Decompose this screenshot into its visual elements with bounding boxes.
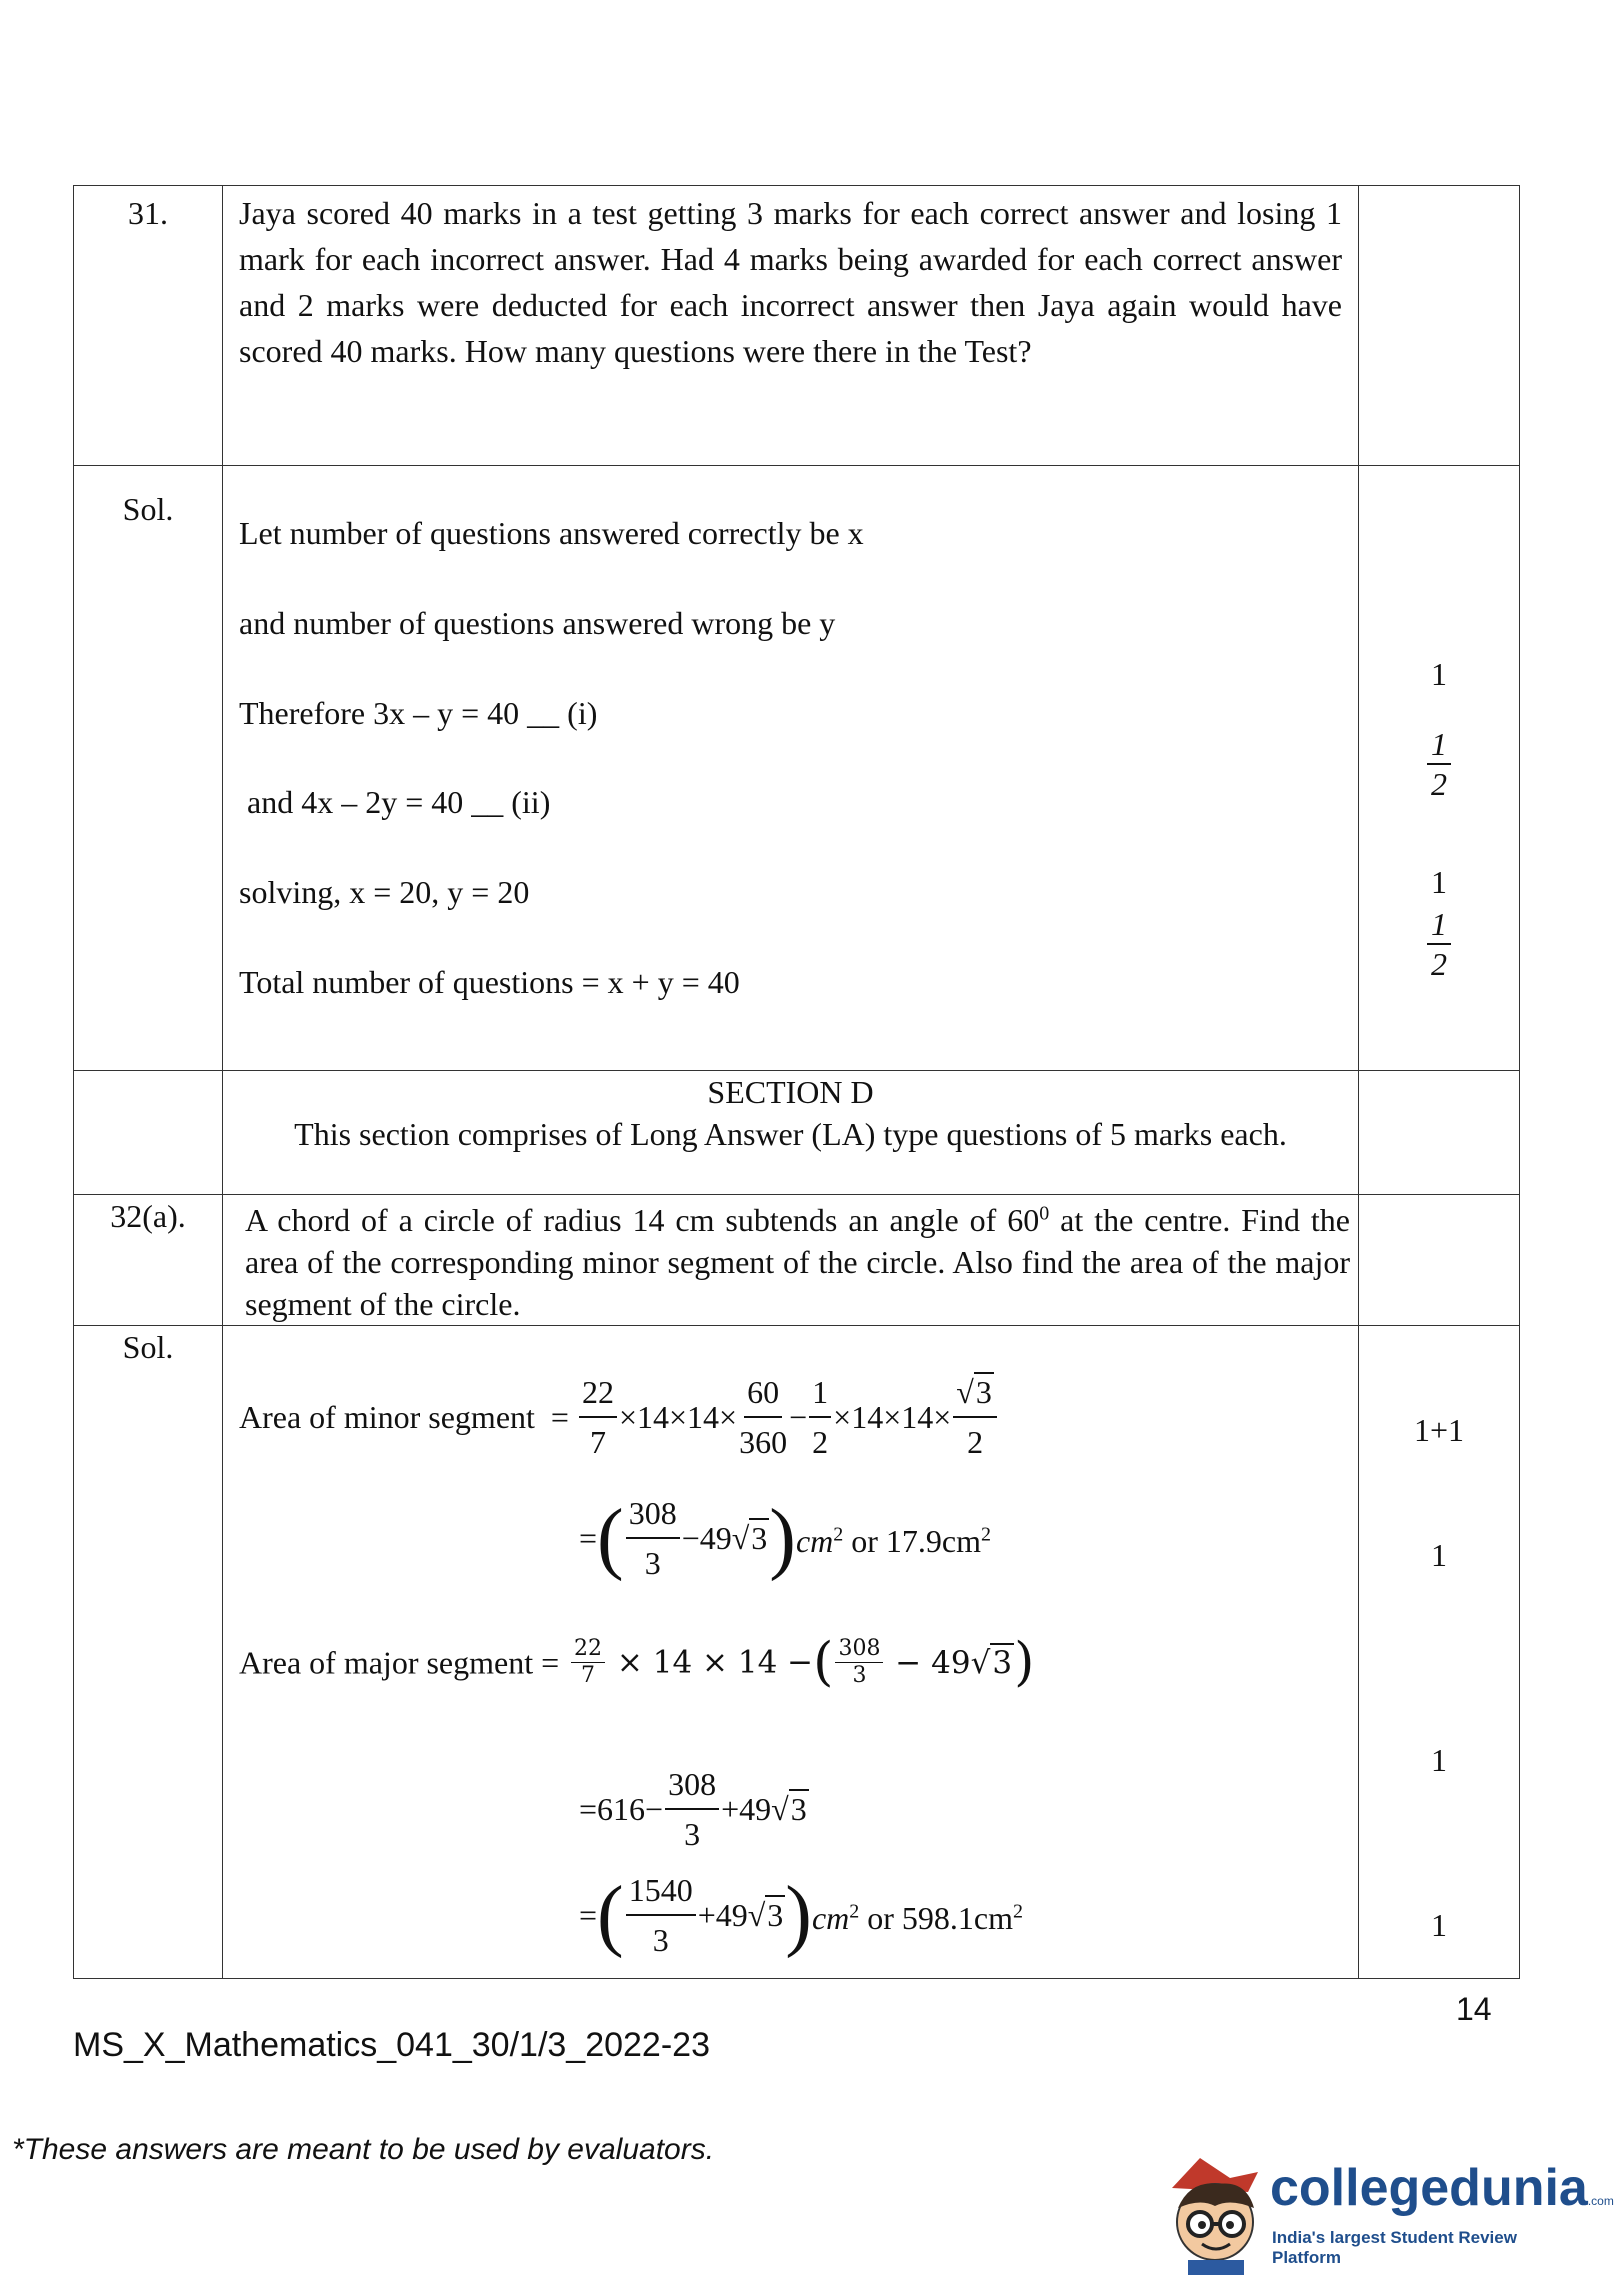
question-31-row (74, 186, 1520, 466)
mark-half-2: $\frac{1}{2}$ (1360, 901, 1518, 983)
mascot-icon (1160, 2150, 1270, 2275)
page-number: 14 (1456, 1991, 1492, 2027)
sol-line-2: and number of questions answered wrong be y (239, 605, 836, 641)
minor-segment-result: =( $\frac{308}{3}$ $-49√3)cm^2$ or $17.9cm^2$ (579, 1489, 991, 1587)
disclaimer: *These answers are meant to be used by evaluators. (12, 2133, 715, 2166)
mark-1: 1 (1431, 656, 1447, 692)
sol-line-1: Let number of questions answered correctly be x (239, 515, 864, 551)
question-31-text: Jaya scored 40 marks in a test getting 3 marks for each correct answer and losing 1 mark for each incorrect answer. Had 4 marks being awarded for each correct answer and 2 marks were deducted for each incorrect answer then Jaya again would have scored 40 marks. How many questions were there in the Test? (239, 195, 1342, 369)
mark-1: 1 (1431, 1742, 1447, 1778)
sol-line-6: Total number of questions = x + y = 40 (239, 964, 740, 1000)
major-segment-equation: Area of major segment = $\frac{22}{7}$ × 14 × 14 −( $\frac{308}{3}$ − 49√3) (239, 1632, 1035, 1693)
mark-1: 1 (1431, 1907, 1447, 1943)
brand-name: collegedunia.com (1270, 2159, 1614, 2217)
collegedunia-logo (1160, 2150, 1614, 2275)
document-code: MS_X_Mathematics_041_30/1/3_2022-23 (73, 2026, 710, 2064)
question-number: 32(a). (74, 1195, 223, 1326)
section-d-row (74, 1071, 1520, 1195)
brand-tagline: India's largest Student Review Platform (1272, 2228, 1517, 2267)
question-32-row (74, 1195, 1520, 1326)
minor-segment-equation: Area of minor segment = $\frac{22}{7}$ ×14×14× $\frac{60}{360}$ − $\frac{1}{2}$ ×14×14× $\frac{√3}{2}$ (239, 1368, 999, 1466)
section-title: SECTION D (707, 1074, 874, 1110)
sol-line-4: and 4x – 2y = 40 __ (ii) (239, 784, 551, 820)
mark-1: 1 (1431, 1537, 1447, 1573)
major-segment-result: =( $\frac{1540}{3}$ $+49√3)cm^2$ or $598.1cm^2$ (579, 1866, 1023, 1964)
solution-31-row (74, 466, 1520, 1071)
major-segment-step: =616− $\frac{308}{3}$ +49√3 (579, 1760, 809, 1858)
mark-half-1: $\frac{1}{2}$ (1360, 721, 1518, 803)
sol-line-5: solving, x = 20, y = 20 (239, 874, 530, 910)
solution-32-row (74, 1326, 1520, 1979)
section-description: This section comprises of Long Answer (LA) type questions of 5 marks each. (294, 1116, 1287, 1152)
sol-line-3: Therefore 3x – y = 40 __ (i) (239, 695, 598, 731)
mark-2: 1 (1431, 864, 1447, 900)
mark-1-plus-1: 1+1 (1413, 1412, 1465, 1448)
sol-label: Sol. (74, 466, 223, 1071)
question-number: 31. (74, 186, 223, 466)
question-32-text: A chord of a circle of radius 14 cm subtends an angle of $60^0$ at the centre. Find the area of the corresponding minor segment of the circle. Also find the area of the major segment of the circle. (245, 1202, 1351, 1322)
answer-table (73, 185, 1520, 1979)
sol-label: Sol. (74, 1326, 223, 1979)
